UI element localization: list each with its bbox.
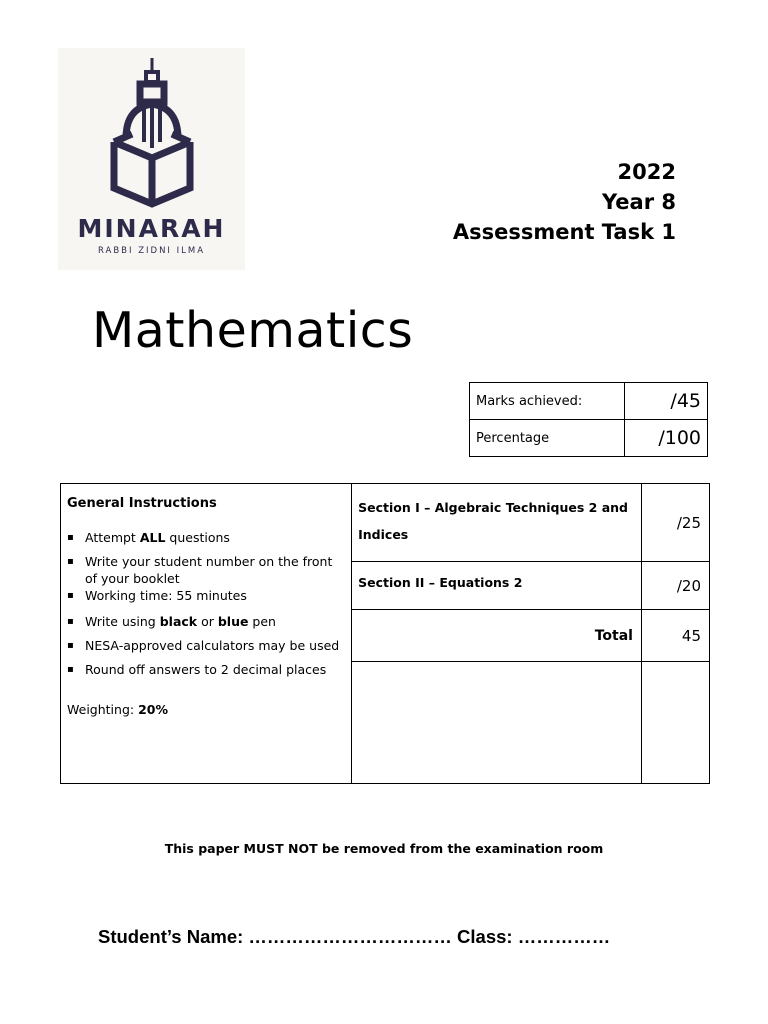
empty-cell <box>641 662 709 784</box>
percentage-value: /100 <box>625 420 708 457</box>
logo-wordmark: MINARAH <box>77 214 226 243</box>
exam-task: Assessment Task 1 <box>452 220 676 244</box>
weighting-value: 20% <box>138 702 168 717</box>
school-logo <box>58 48 245 270</box>
student-name-label: Student’s Name: <box>98 926 249 947</box>
minaret-logo-icon <box>108 58 196 208</box>
instruction-text: or <box>197 614 218 629</box>
percentage-label: Percentage <box>470 420 625 457</box>
marks-achieved-row <box>470 383 708 420</box>
instructions-list <box>67 529 345 678</box>
total-value: 45 <box>641 610 709 662</box>
marks-table <box>469 382 708 457</box>
instruction-text: questions <box>165 530 230 545</box>
instruction-item <box>67 553 345 587</box>
marks-achieved-label: Marks achieved: <box>470 383 625 420</box>
instruction-item <box>67 637 345 654</box>
instruction-text: Round off answers to 2 decimal places <box>85 662 327 677</box>
instruction-emphasis: blue <box>217 614 249 629</box>
logo-motto: RABBI ZIDNI ILMA <box>97 246 206 256</box>
student-name-field[interactable]: …………………………… <box>248 926 452 947</box>
class-field[interactable]: …………… <box>517 926 611 947</box>
exam-year: 2022 <box>617 160 676 184</box>
instruction-text: Attempt <box>85 530 140 545</box>
instruction-text: Write your student number on the front of your booklet <box>85 554 333 586</box>
instruction-text: Write using <box>85 614 160 629</box>
total-label: Total <box>352 610 642 662</box>
class-label: Class: <box>451 926 518 947</box>
section-2-label: Section II – Equations 2 <box>352 562 642 610</box>
instruction-text: pen <box>248 614 276 629</box>
weighting-label: Weighting: <box>67 702 139 717</box>
instruction-emphasis: ALL <box>139 530 166 545</box>
exam-notice: This paper MUST NOT be removed from the examination room <box>164 841 604 856</box>
marks-achieved-value: /45 <box>625 383 708 420</box>
instructions-sections-table <box>60 483 710 784</box>
instruction-item <box>67 587 345 604</box>
general-instructions <box>61 484 352 784</box>
instruction-item <box>67 661 345 678</box>
subject-title: Mathematics <box>92 302 414 359</box>
section-2-marks: /20 <box>641 562 709 610</box>
percentage-row <box>470 420 708 457</box>
exam-grade: Year 8 <box>602 190 676 214</box>
instruction-text: Working time: 55 minutes <box>85 588 247 603</box>
student-details-line <box>98 926 610 948</box>
instruction-item <box>67 613 345 630</box>
instruction-emphasis: black <box>159 614 198 629</box>
empty-cell <box>352 662 642 784</box>
instruction-item <box>67 529 345 546</box>
weighting <box>67 702 345 717</box>
instructions-title: General Instructions <box>67 496 217 511</box>
instruction-text: NESA-approved calculators may be used <box>85 638 340 653</box>
section-1-marks: /25 <box>641 484 709 562</box>
section-1-label: Section I – Algebraic Techniques 2 and Indices <box>352 484 642 562</box>
